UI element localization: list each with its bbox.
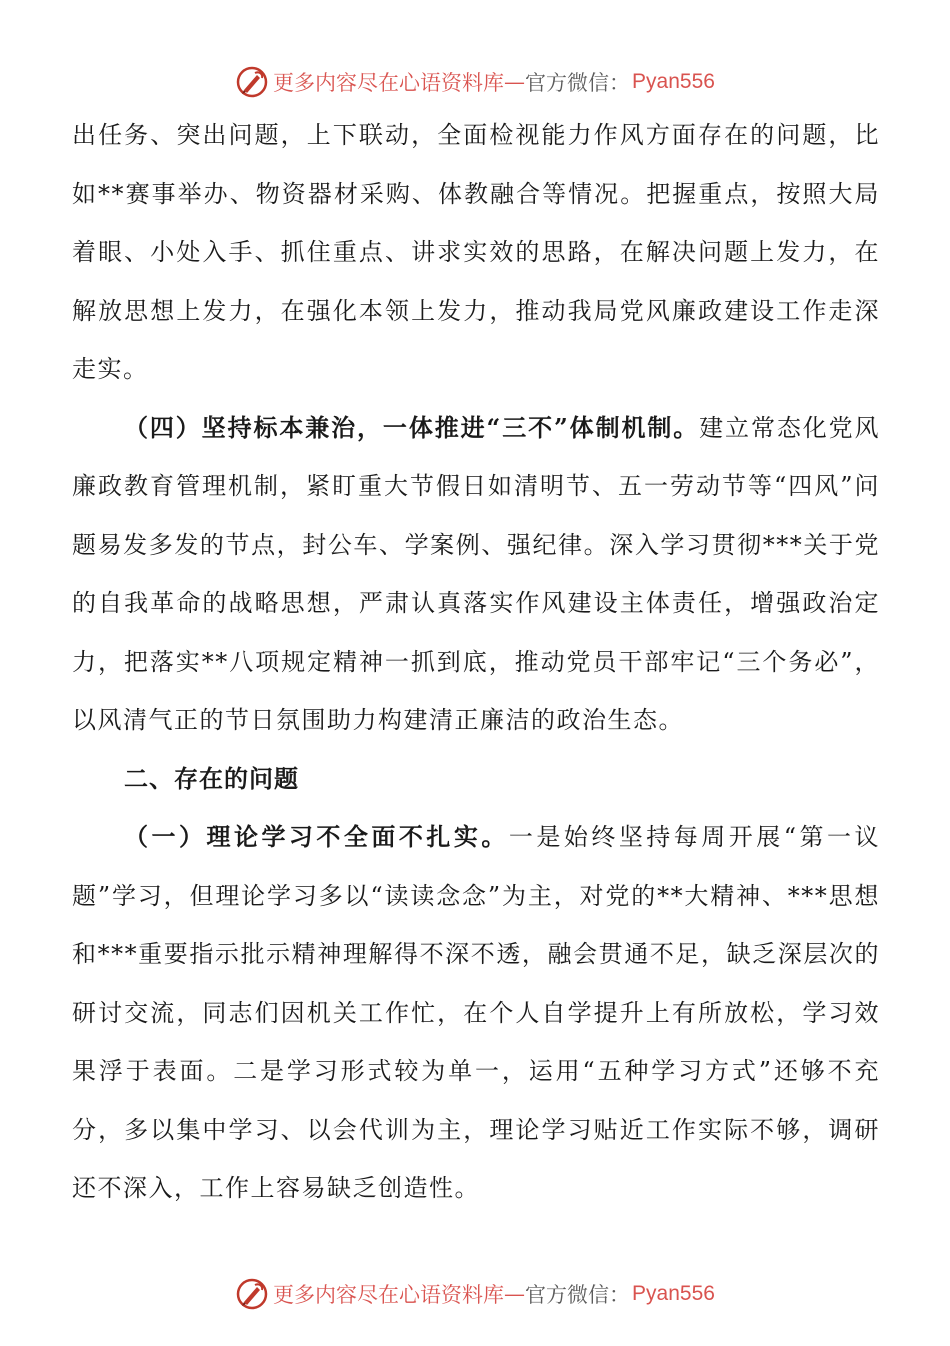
watermark-dash: — bbox=[504, 70, 526, 94]
watermark-wechat-label: 官方微信： bbox=[525, 1283, 631, 1307]
paragraph-problem-one-heading: （一）理论学习不全面不扎实。 bbox=[124, 822, 509, 851]
document-body bbox=[72, 106, 880, 1218]
watermark-wechat-id: Pyan556 bbox=[632, 1282, 715, 1305]
footer-watermark bbox=[0, 1274, 950, 1314]
section-title: 二、存在的问题 bbox=[124, 763, 299, 793]
pen-logo-icon bbox=[235, 1277, 269, 1311]
paragraph-four bbox=[72, 399, 880, 750]
watermark-dash: — bbox=[504, 1282, 526, 1306]
watermark-title: 更多内容尽在心语资料库 bbox=[273, 71, 505, 95]
paragraph-continuation: 出任务、突出问题，上下联动，全面检视能力作风方面存在的问题，比如**赛事举办、物资器材采购、体教融合等情况。把握重点，按照大局着眼、小处入手、抓住重点、讲求实效的思路，在解决问题上发力，在解放思想上发力，在强化本领上发力，推动我局党风廉政建设工作走深走实。 bbox=[72, 121, 880, 383]
paragraph-problem-one-body: 一是始终坚持每周开展“第一议题”学习，但理论学习多以“读读念念”为主，对党的**大精神、***思想和***重要指示批示精神理解得不深不透，融会贯通不足，缺乏深层次的研讨交流，同志们因机关工作忙，在个人自学提升上有所放松，学习效果浮于表面。二是学习形式较为单一，运用“五种学习方式”还够不充分，多以集中学习、以会代训为主，理论学习贴近工作实际不够，调研还不深入，工作上容易缺乏创造性。 bbox=[72, 823, 880, 1202]
paragraph-four-heading: （四）坚持标本兼治，一体推进“三不”体制机制。 bbox=[124, 412, 700, 442]
pen-logo-icon bbox=[235, 65, 269, 99]
watermark-wechat-label: 官方微信： bbox=[525, 71, 631, 95]
watermark-wechat-id: Pyan556 bbox=[632, 70, 715, 93]
header-watermark bbox=[0, 62, 950, 102]
watermark-title: 更多内容尽在心语资料库 bbox=[273, 1283, 505, 1307]
paragraph-four-body: 建立常态化党风廉政教育管理机制，紧盯重大节假日如清明节、五一劳动节等“四风”问题易发多发的节点，封公车、学案例、强纪律。深入学习贯彻***关于党的自我革命的战略思想，严肃认真落实作风建设主体责任，增强政治定力，把落实**八项规定精神一抓到底，推动党员干部牢记“三个务必”，以风清气正的节日氛围助力构建清正廉洁的政治生态。 bbox=[72, 413, 881, 734]
paragraph-problem-one bbox=[72, 808, 880, 1218]
